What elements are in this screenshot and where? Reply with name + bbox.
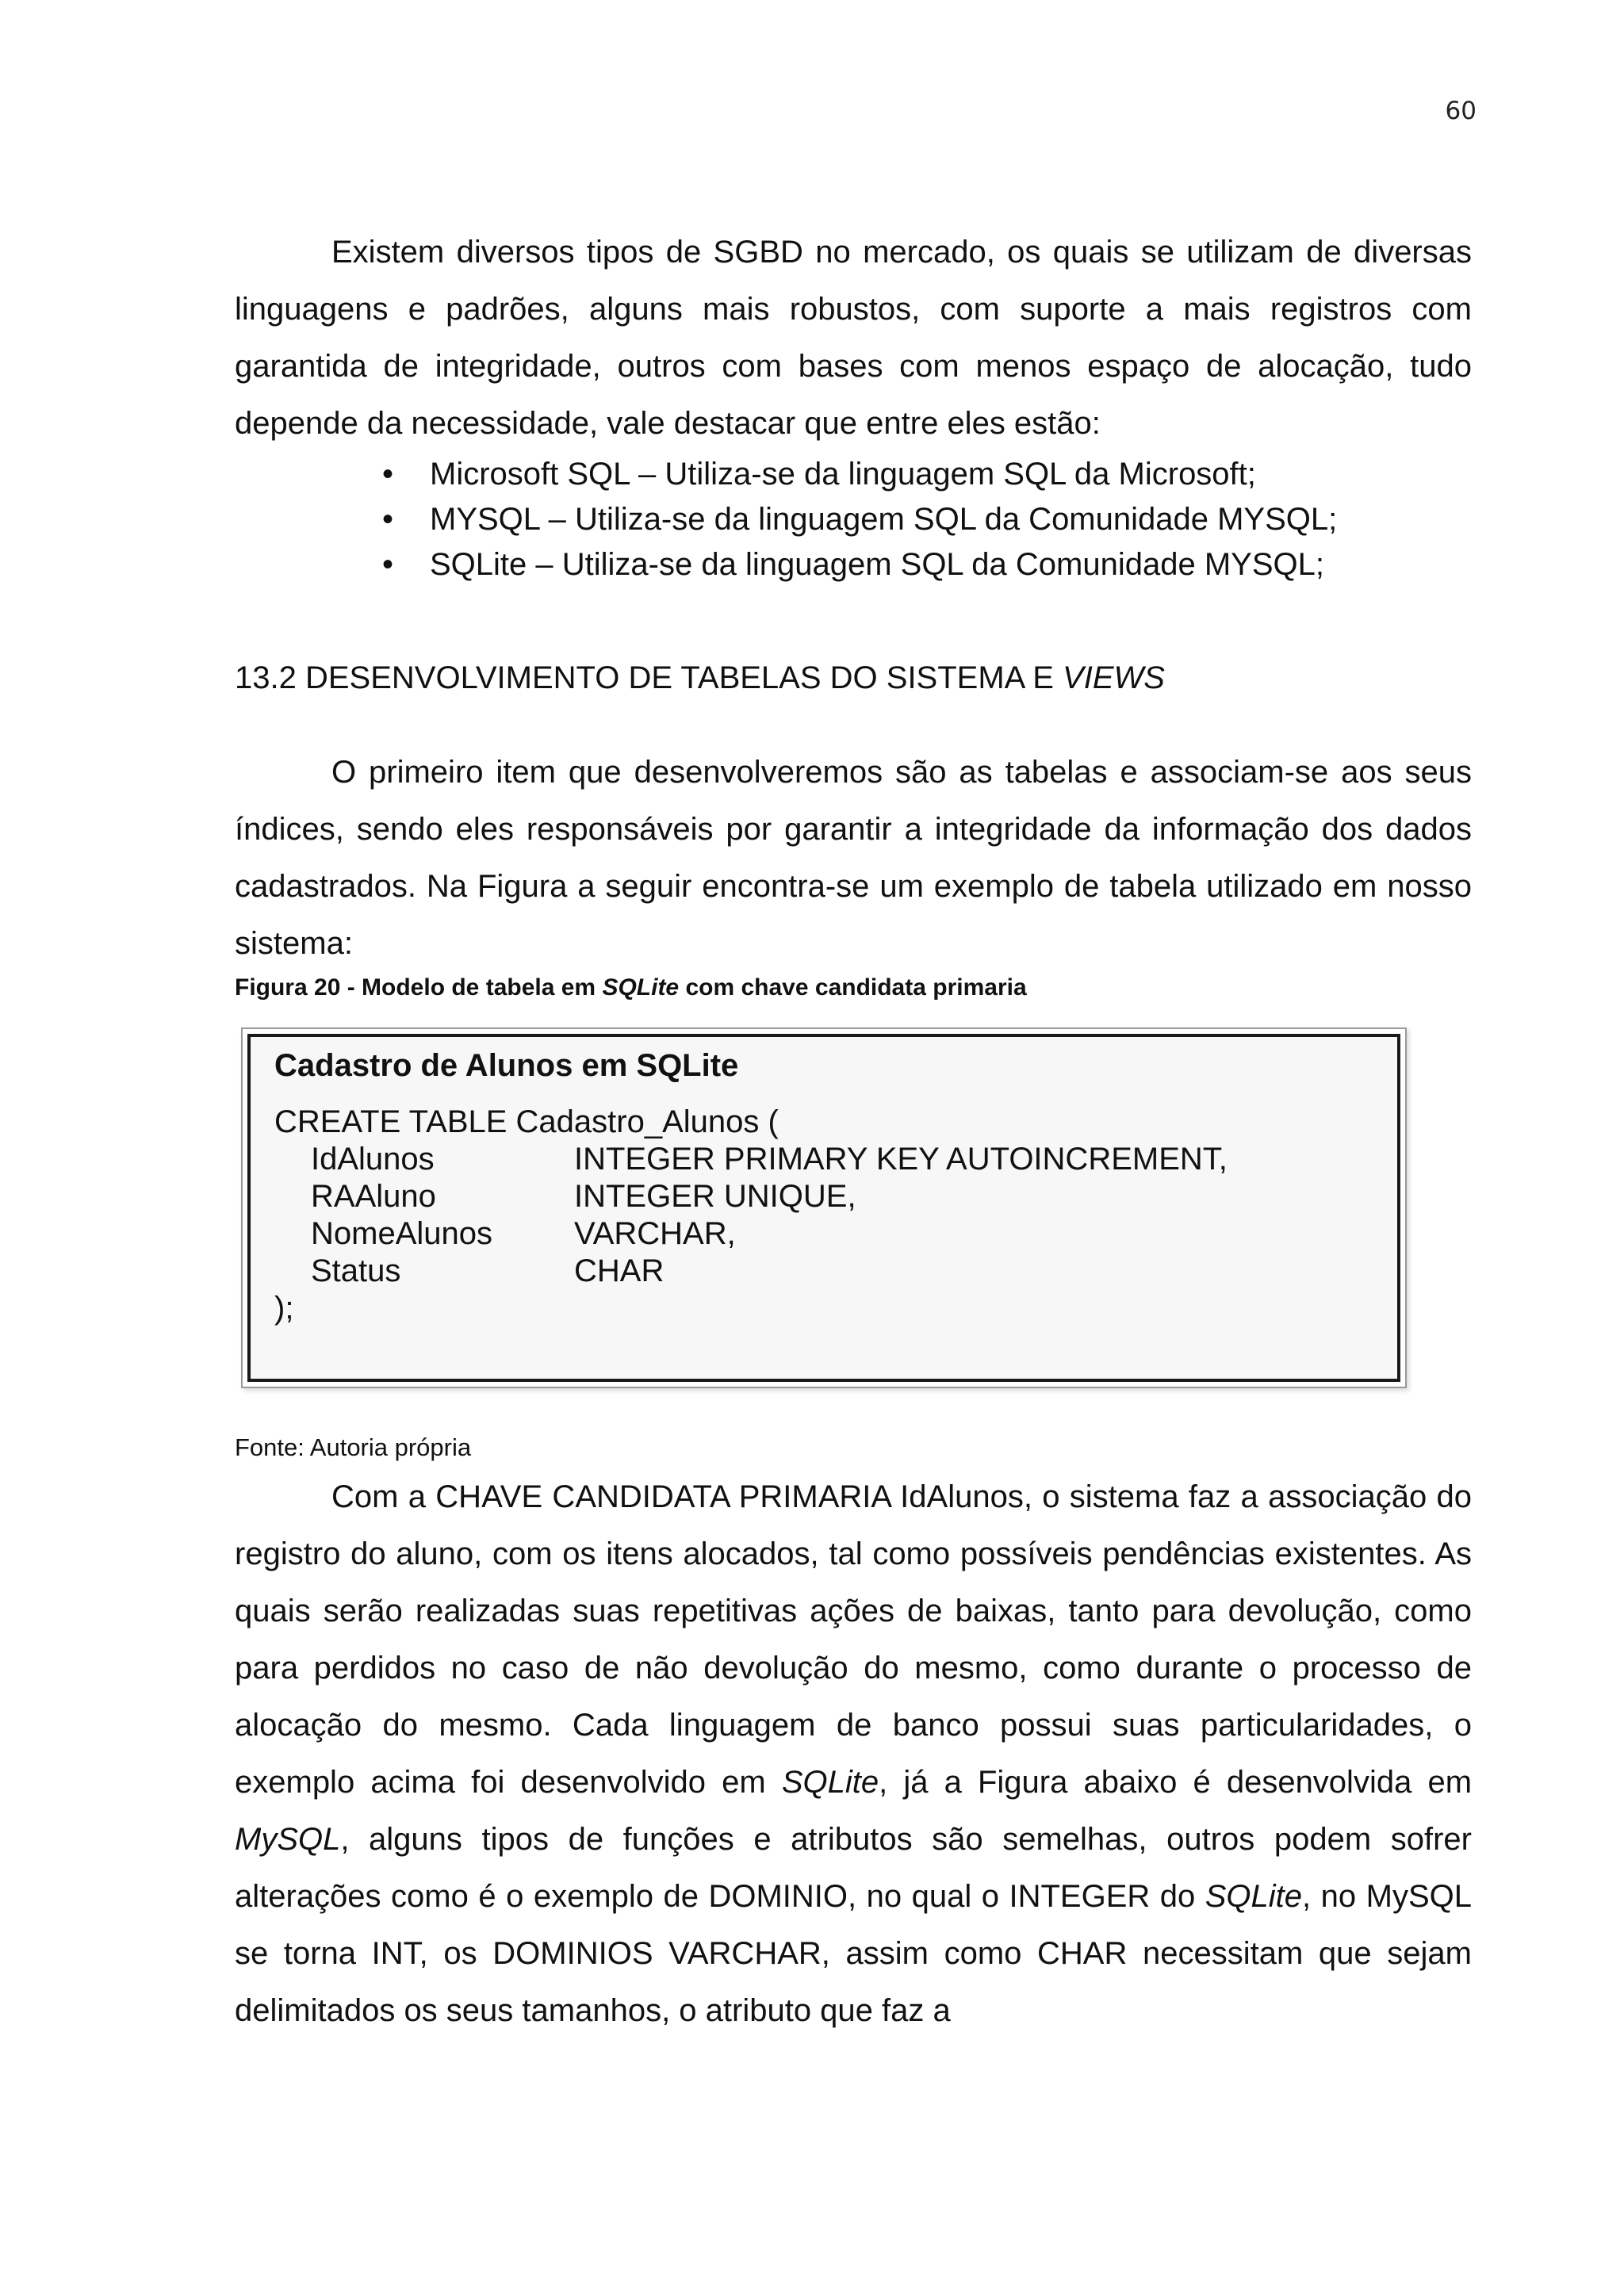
list-item — [382, 542, 1472, 587]
column-type: VARCHAR, — [574, 1216, 736, 1251]
final-text-3: , alguns tipos de funções e atributos são semelhas, outros podem sofrer alterações como é o exemplo de DOMINIO, no qual o INTEGER do — [235, 1822, 1472, 1914]
final-italic-2: MySQL — [235, 1822, 341, 1857]
figure-frame — [241, 1027, 1407, 1388]
page-body — [235, 224, 1472, 2039]
figure-source: Fonte: Autoria própria — [235, 1433, 472, 1461]
paragraph-tables: O primeiro item que desenvolveremos são as tabelas e associam-se aos seus índices, sendo eles responsáveis por garantir a integridade da informação dos dados cadastrados. Na Figura a seguir encontra-se um exemplo de tabela utilizado em nosso sistema: — [235, 755, 1472, 961]
final-text-1: Com a CHAVE CANDIDATA PRIMARIA IdAlunos, o sistema faz a associação do registro do aluno, com os itens alocados, tal como possíveis pendências existentes. As quais serão realizadas suas repetitivas ações de baixas, tanto para devolução, como para perdidos no caso de não devolução do mesmo, como durante o processo de alocação do mesmo. Cada linguagem de banco possui suas particularidades, o exemplo acima foi desenvolvido em — [235, 1479, 1472, 1800]
column-row — [274, 1253, 1373, 1290]
intro-paragraph: Existem diversos tipos de SGBD no mercado, os quais se utilizam de diversas linguagens e padrões, alguns mais robustos, com suporte a mais registros com garantida de integridade, outros com bases com menos espaço de alocação, tudo depende da necessidade, vale destacar que entre eles estão: — [235, 235, 1472, 441]
figure-caption — [235, 972, 1472, 1004]
column-type: CHAR — [574, 1253, 665, 1288]
caption-prefix: Figura 20 - Modelo de tabela em — [235, 974, 603, 1001]
sgbd-list — [382, 452, 1472, 587]
final-text-2: , já a Figura abaixo é desenvolvida em — [879, 1765, 1473, 1800]
code-box — [247, 1034, 1400, 1382]
bullet-icon: • — [382, 457, 394, 492]
section-heading-text: 13.2 DESENVOLVIMENTO DE TABELAS DO SISTEMA E — [235, 660, 1063, 695]
list-item-text: Microsoft SQL – Utiliza-se da linguagem SQL da Microsoft; — [430, 457, 1256, 492]
column-type: INTEGER PRIMARY KEY AUTOINCREMENT, — [574, 1142, 1228, 1177]
column-row — [274, 1178, 1373, 1215]
list-item — [382, 452, 1472, 497]
caption-italic: SQLite — [602, 974, 680, 1001]
column-name: IdAlunos — [311, 1142, 435, 1177]
create-table-line: CREATE TABLE Cadastro_Alunos ( — [274, 1104, 779, 1139]
final-italic-1: SQLite — [781, 1765, 879, 1800]
column-name: Status — [311, 1253, 401, 1288]
list-item-text: SQLite – Utiliza-se da linguagem SQL da Comunidade MYSQL; — [430, 547, 1324, 582]
code-box-title: Cadastro de Alunos em SQLite — [274, 1048, 739, 1083]
list-item — [382, 497, 1472, 542]
bullet-icon: • — [382, 502, 394, 537]
section-heading-italic: VIEWS — [1063, 660, 1165, 695]
column-type: INTEGER UNIQUE, — [574, 1179, 856, 1214]
final-italic-3: SQLite — [1205, 1879, 1303, 1914]
final-paragraph — [235, 1468, 1472, 2039]
column-row — [274, 1141, 1373, 1178]
caption-suffix: com chave candidata primaria — [679, 974, 1027, 1001]
column-name: NomeAlunos — [311, 1216, 493, 1251]
page-number: 60 — [1445, 97, 1477, 125]
list-item-text: MYSQL – Utiliza-se da linguagem SQL da Comunidade MYSQL; — [430, 502, 1338, 537]
column-name: RAAluno — [311, 1179, 436, 1214]
bullet-icon: • — [382, 547, 394, 582]
column-row — [274, 1215, 1373, 1253]
section-heading — [235, 654, 1472, 702]
closing-line: ); — [274, 1291, 294, 1326]
final-text-4: , no MySQL se torna INT, os DOMINIOS VARCHAR, assim como CHAR necessitam que sejam delimitados os seus tamanhos, o atributo que faz a — [235, 1879, 1472, 2028]
